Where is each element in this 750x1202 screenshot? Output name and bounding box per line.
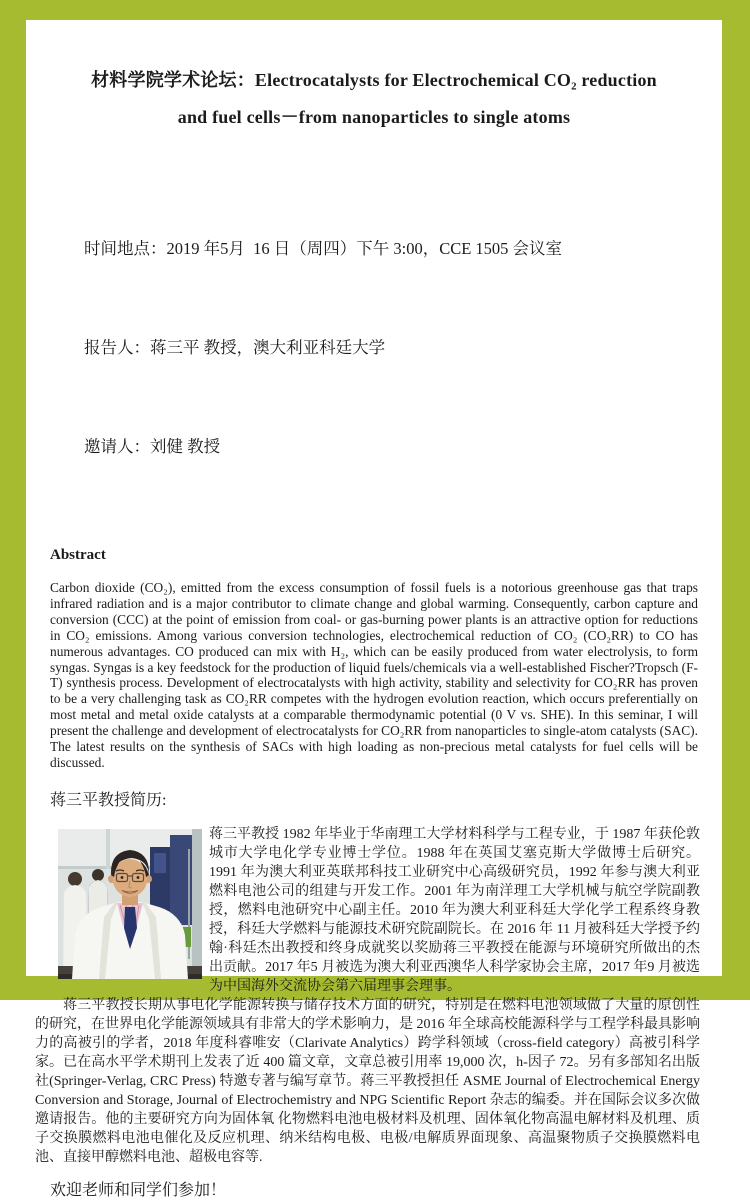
event-speaker: 报告人：蒋三平 教授，澳大利亚科廷大学 (84, 338, 386, 357)
bio-paragraph-1: 蒋三平教授 1982 年毕业于华南理工大学材料科学与工程专业，于 1987 年获伦敦城市大学电化学专业博士学位。1988 年在英国艾塞克斯大学做博士后研究。1991 年为澳大利亚英联邦科技工业研究中心高级研究员，1992 年参与澳大利亚燃料电池公司的组建与开发工作。2001 年为南洋理工大学机械与航空学院副教授，燃料电池研究中心副主任。2010 年为澳大利亚科廷大学化学工程系终身教授，科廷大学燃料与能源技术研究院副院长。在 2016 年 11 月被科廷大学授予约翰·科廷杰出教授和终身成就奖以奖励蒋三平教授在能源与环境研究所做出的杰出贡献。2017 年5 月被选为澳大利亚西澳华人科学家协会主席，2017 年9 月被选为中国海外交流协会第六届理事会理事。 (209, 826, 700, 994)
page-title (26, 62, 722, 136)
event-time-location: 时间地点：2019 年5月 16 日（周四）下午 3:00，CCE 1505 会议室 (84, 239, 563, 258)
event-info (84, 166, 722, 529)
closing-line: 欢迎老师和同学们参加！ (50, 1181, 227, 1199)
title-line1: 材料学院学术论坛：Electrocatalysts for Electrochemical CO₂ reduction (91, 70, 657, 90)
title-line2: and fuel cells－from nanoparticles to single atoms (177, 107, 571, 127)
abstract-body: Carbon dioxide (CO₂), emitted from the excess consumption of fossil fuels is a notorious greenhouse gas that traps infrared radiation and is a major contributor to climate change and global warming. Consequently, carbon capture and conversion (CCC) at the point of emission from coal- or gas-burning power plants is an attractive option for reductions in CO₂ emissions. Among various conversion technologies, electrochemical reduction of CO₂ (CO₂RR) to CO has numerous advantages. CO produced can mix with H₂, which can be easily produced from water electrolysis, to form syngas. Syngas is a key feedstock for the production of liquid fuels/chemicals via a well-established Fischer?Tropsch (F-T) synthesis process. Development of electrocatalysts with high activity, stability and selectivity for CO₂RR has proven to be a very challenging task as CO₂RR competes with the hydrogen evolution reaction, which occurs preferentially on most metal and metal oxide catalysts at a comparable thermodynamic potential (0 V vs. SHE). In this seminar, I will present the challenge and development of electrocatalysts for CO₂RR from nanoparticles to single-atom catalysts (SAC). The latest results on the synthesis of SACs with high loading as non-precious metal catalysts for fuel cells will be discussed. (50, 580, 698, 770)
bio-section (35, 825, 700, 1167)
bio-paragraph-2: 蒋三平教授长期从事电化学能源转换与储存技术方面的研究，特别是在燃料电池领域做了大量的原创性的研究，在世界电化学能源领域具有非常大的学术影响力，是 2016 年全球高校能源科学与工程学科最具影响力的高被引的学者，2018 年度科睿唯安（Clarivate Analytics）跨学科领域（cross-field category）高被引科学家。已在高水平学术期刊上发表了近 400 篇文章，文章总被引用率 19,000 次，h-因子 72。另有多部知名出版社(Springer-Verlag, CRC Press) 特邀专著与编写章节。蒋三平教授担任 ASME Journal of Electrochemical Energy Conversion and Storage, Journal of Electrochemistry and NPG Scientific Report 杂志的编委。并在国际会议多次做邀请报告。他的主要研究方向为固体氧 化物燃料电池电极材料及机理、固体氧化物高温电解材料及机理、质子交换膜燃料电池电催化及反应机理、纳米结构电极、电极/电解质界面现象、高温聚物质子交换膜燃料电池、直接甲醇燃料电池、超极电容等. (35, 997, 700, 1165)
event-host: 邀请人：刘健 教授 (84, 437, 221, 456)
speaker-photo (58, 829, 202, 979)
abstract-heading: Abstract (50, 547, 106, 563)
bio-heading: 蒋三平教授简历: (50, 791, 167, 809)
